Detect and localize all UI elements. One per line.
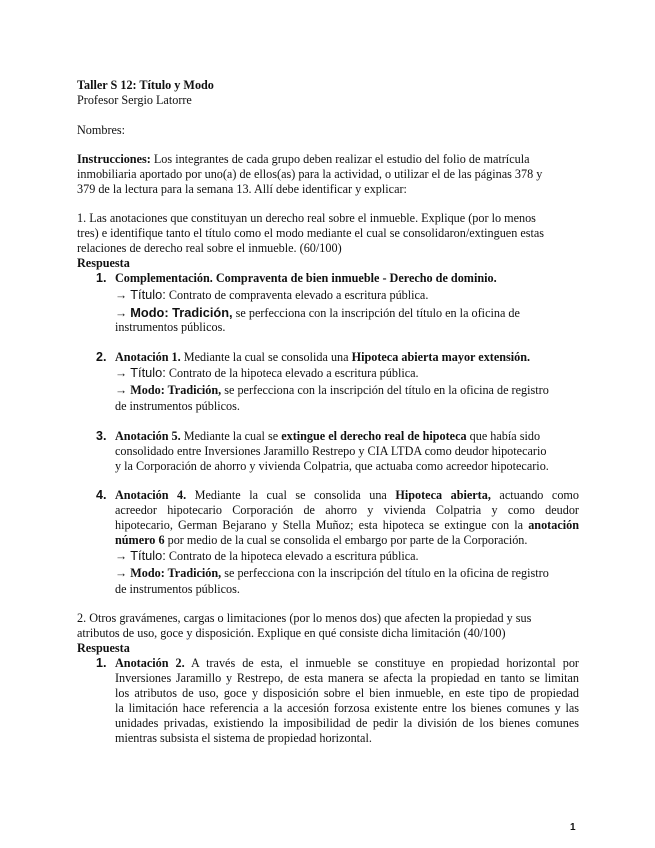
arrow-icon: → (115, 366, 131, 380)
item-4-heading (115, 488, 579, 503)
item-1-heading: Complementación. Compraventa de bien inmueble - Derecho de dominio. (115, 271, 497, 285)
item-4-line-2: acreedor hipotecario Corporación de ahorro y vivienda Colpatria y como deudor (115, 503, 579, 517)
annotation-ref: Anotación 2. (115, 656, 185, 670)
modo-text: se perfecciona con la inscripción del título en la oficina de registro (221, 383, 549, 397)
list-number: 3. (96, 429, 107, 443)
q2-item-line-4: la limitación hace referencia a la accesión forzosa existente entre los bienes comunes y las (115, 701, 579, 715)
item-2-modo (115, 383, 549, 398)
heading-text-2: actuando como (490, 488, 579, 502)
titulo-text: Contrato de la hipoteca elevado a escritura pública. (165, 366, 419, 380)
item-1-titulo (115, 287, 428, 303)
titulo-label: Título: (130, 365, 166, 380)
heading-text-2: que había sido (466, 429, 541, 443)
item-1-modo (115, 305, 520, 321)
question-1-line-1: 1. Las anotaciones que constituyan un derecho real sobre el inmueble. Explique (por lo menos (77, 211, 536, 225)
item-3-heading (115, 429, 540, 444)
arrow-icon: → (115, 549, 131, 563)
q2-item-line-3: los atributos de uso, goce y disposición sobre el bien inmueble, en este tipo de propiedad (115, 686, 579, 700)
answer-label-2: Respuesta (77, 641, 130, 655)
item-4-modo (115, 566, 549, 581)
list-number: 1. (96, 656, 107, 670)
arrow-icon: → (115, 566, 131, 580)
instructions-line (77, 152, 530, 167)
list-number: 4. (96, 488, 107, 502)
q2-item-heading (115, 656, 579, 671)
item-3-line-3: y la Corporación de ahorro y vivienda Colpatria, que actuaba como acreedor hipotecario. (115, 459, 549, 473)
list-number: 2. (96, 350, 107, 364)
instructions-text-2: inmobiliaria aportado por uno(a) de ellos(as) para la actividad, o utilizar el de las páginas 378 y (77, 167, 543, 181)
modo-label: Modo: Tradición, (130, 566, 222, 580)
modo-text: se perfecciona con la inscripción del título en la oficina de registro (221, 566, 549, 580)
heading-emphasis: extingue el derecho real de hipoteca (281, 429, 467, 443)
titulo-text: Contrato de compraventa elevado a escritura pública. (165, 288, 429, 302)
question-1-line-3: relaciones de derecho real sobre el inmueble. (60/100) (77, 241, 342, 255)
titulo-label: Título: (130, 548, 166, 563)
line-text: hipotecario, German Bejarano y Stella Muñoz; esta hipoteca se extingue con la (115, 518, 529, 532)
question-2-line-2: atributos de uso, goce y disposición. Explique en qué consiste dicha limitación (40/100) (77, 626, 506, 640)
titulo-label: Título: (130, 287, 166, 302)
arrow-icon: → (115, 306, 131, 320)
arrow-icon: → (115, 383, 131, 397)
item-4-line-4 (115, 533, 527, 548)
instructions-label: Instrucciones: (77, 152, 151, 166)
annotation-ref: Anotación 5. (115, 429, 181, 443)
heading-text: A través de esta, el inmueble se constituye en propiedad horizontal por (184, 656, 579, 670)
page-number: 1 (570, 822, 576, 833)
line-text: por medio de la cual se consolida el embargo por parte de la Corporación. (164, 533, 528, 547)
q2-item-line-6: mientras subsista el sistema de propiedad horizontal. (115, 731, 372, 745)
item-2-titulo (115, 365, 419, 381)
annotation-ref: Anotación 4. (115, 488, 187, 502)
item-4-line-3 (115, 518, 579, 533)
answer-label-1: Respuesta (77, 256, 130, 270)
item-4-modo-cont: de instrumentos públicos. (115, 582, 240, 596)
item-2-heading (115, 350, 530, 365)
heading-emphasis: Hipoteca abierta mayor extensión. (351, 350, 531, 364)
instructions-text-3: 379 de la lectura para la semana 13. Allí debe identificar y explicar: (77, 182, 407, 196)
question-1-line-2: tres) e identifique tanto el título como el modo mediante el cual se consolidaron/extinguen estas (77, 226, 545, 240)
list-number: 1. (96, 271, 107, 285)
heading-emphasis: Hipoteca abierta, (395, 488, 491, 502)
worksheet-title: Taller S 12: Título y Modo (77, 78, 214, 92)
line-emphasis: anotación (528, 518, 579, 532)
heading-text: Mediante la cual se (180, 429, 282, 443)
heading-text: Mediante la cual se consolida una (186, 488, 396, 502)
heading-text: Mediante la cual se consolida una (180, 350, 352, 364)
item-1-modo-cont: instrumentos públicos. (115, 320, 226, 334)
arrow-icon: → (115, 288, 131, 302)
titulo-text: Contrato de la hipoteca elevado a escritura pública. (165, 549, 419, 563)
modo-label: Modo: Tradición, (130, 383, 222, 397)
q2-item-line-2: Inversiones Jaramillo y Restrepo, de esta manera se afecta la propiedad en tanto se limitan (115, 671, 579, 685)
modo-label: Modo: Tradición, (130, 305, 233, 320)
professor-line: Profesor Sergio Latorre (77, 93, 192, 107)
instructions-text-1: Los integrantes de cada grupo deben realizar el estudio del folio de matrícula (153, 152, 530, 166)
question-2-line-1: 2. Otros gravámenes, cargas o limitaciones (por lo menos dos) que afecten la propiedad y sus (77, 611, 532, 625)
modo-text: se perfecciona con la inscripción del título en la oficina de (232, 306, 520, 320)
q2-item-line-5: unidades privadas, existiendo la imposibilidad de pedir la división de los bienes comunes (115, 716, 579, 730)
item-3-line-2: consolidado entre Inversiones Jaramillo Restrepo y CIA LTDA como deudor hipotecario (115, 444, 547, 458)
line-emphasis: número 6 (115, 533, 165, 547)
item-2-modo-cont: de instrumentos públicos. (115, 399, 240, 413)
item-4-titulo (115, 548, 419, 564)
annotation-ref: Anotación 1. (115, 350, 181, 364)
names-label: Nombres: (77, 123, 126, 137)
